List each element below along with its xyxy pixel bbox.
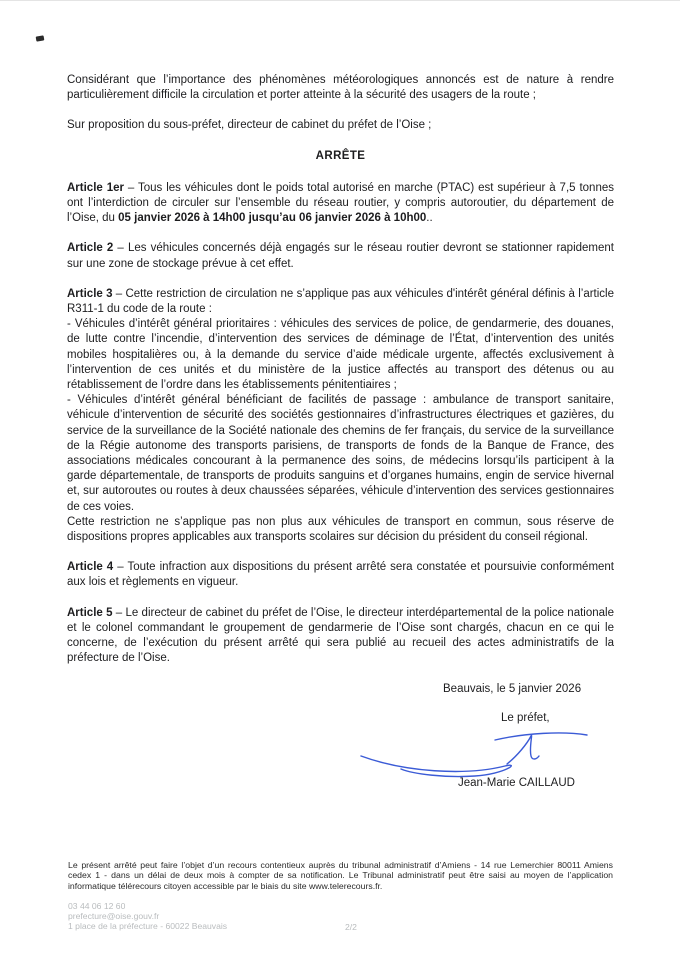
signature-block <box>67 682 614 792</box>
signature-ink <box>355 726 595 780</box>
article-1-paragraph: Article 1er – Tous les véhicules dont le poids total autorisé en marche (PTAC) est supérieur à 7,5 tonnes ont l’interdiction de circuler sur l’ensemble du réseau routier, y compris autoroutier, du département de l’Oise, du 05 janvier 2026 à 14h00 jusqu’au 06 janvier 2026 à 10h00.. <box>67 181 614 225</box>
signature-stroke <box>361 733 587 777</box>
proposition-paragraph: Sur proposition du sous-préfet, directeur de cabinet du préfet de l’Oise ; <box>67 119 432 132</box>
signatory-title: Le préfet, <box>501 711 550 724</box>
article-3-intro: Article 3 – Cette restriction de circulation ne s’applique pas aux véhicules d'intérêt général définis à l’article R311-1 du code de la route : <box>67 287 614 316</box>
footer-contact-block <box>68 902 227 932</box>
legal-notice: Le présent arrêté peut faire l’objet d’un recours contentieux auprès du tribunal administratif d’Amiens - 14 rue Lemerchier 80011 Amiens cedex 1 - dans un délai de deux mois à compter de sa notification. Le Tribunal administratif peut être saisi au moyen de l’application informatique télérecours citoyen accessible par le biais du site www.telerecours.fr. <box>68 859 613 891</box>
footer-email: prefecture@oise.gouv.fr <box>68 910 160 921</box>
article-3-item-facility-vehicles: - Véhicules d’intérêt général bénéficiant de facilités de passage : ambulance de transport sanitaire, véhicule d’intervention de sécurité des sociétés gestionnaires d’infrastructures électriques et gazières, du service de la surveillance de la Société nationale des chemins de fer français, du service de la surveillance de la Régie autonome des transports parisiens, de transports de fonds de la Banque de France, des associations médicales concourant à la permanence des soins, de médecins lorsqu’ils participent à la garde départementale, de transports de produits sanguins et d’organes humains, engin de service hivernal et, sur autoroutes ou routes à deux chaussées séparées, véhicule d’intervention des services gestionnaires de ces voies. <box>67 394 614 513</box>
article-5-paragraph: Article 5 – Le directeur de cabinet du préfet de l’Oise, le directeur interdépartemental de la police nationale et le colonel commandant le groupement de gendarmerie de l’Oise sont chargés, chacun en ce qui le concerne, de l’exécution du présent arrêté qui sera publié au recueil des actes administratifs de la préfecture de l’Oise. <box>67 606 614 665</box>
article-2-paragraph: Article 2 – Les véhicules concernés déjà engagés sur le réseau routier devront se stationner rapidement sur une zone de stockage prévue à cet effet. <box>67 242 614 270</box>
considerant-paragraph: Considérant que l’importance des phénomènes météorologiques annoncés est de nature à rendre particulièrement difficile la circulation et porter atteinte à la sécurité des usagers de la route ; <box>67 74 614 102</box>
scan-artifact-mark <box>36 35 45 41</box>
page-number: 2/2 <box>345 922 357 932</box>
footer-phone: 03 44 06 12 60 <box>68 901 126 911</box>
place-and-date: Beauvais, le 5 janvier 2026 <box>443 682 582 695</box>
signatory-name: Jean-Marie CAILLAUD <box>458 776 575 789</box>
arrete-heading: ARRÊTE <box>315 149 366 162</box>
document-body <box>67 73 614 791</box>
article-3-block <box>67 287 614 545</box>
article-3-closing: Cette restriction ne s’applique pas non plus aux véhicules de transport en commun, sous réserve de dispositions propres applicables aux transports scolaires sur décision du président du conseil régional. <box>67 515 614 544</box>
scan-edge-line <box>0 0 680 1</box>
article-4-paragraph: Article 4 – Toute infraction aux dispositions du présent arrêté sera constatée et poursuivie conformément aux lois et règlements en vigueur. <box>67 561 615 589</box>
article-3-item-priority-vehicles: - Véhicules d’intérêt général prioritaires : véhicules des services de police, de gendarmerie, des douanes, de lutte contre l’incendie, d’intervention des services de déminage de l’État, d’intervention des unités mobiles hospitalières ou, à la demande du service d’aide médicale urgente, affectés exclusivement à l’intervention de ces unités et du ministère de la justice affectés au transport des détenus ou au rétablissement de l’ordre dans les établissements pénitentiaires ; <box>67 318 614 392</box>
footer-address: 1 place de la préfecture - 60022 Beauvais <box>68 920 228 931</box>
